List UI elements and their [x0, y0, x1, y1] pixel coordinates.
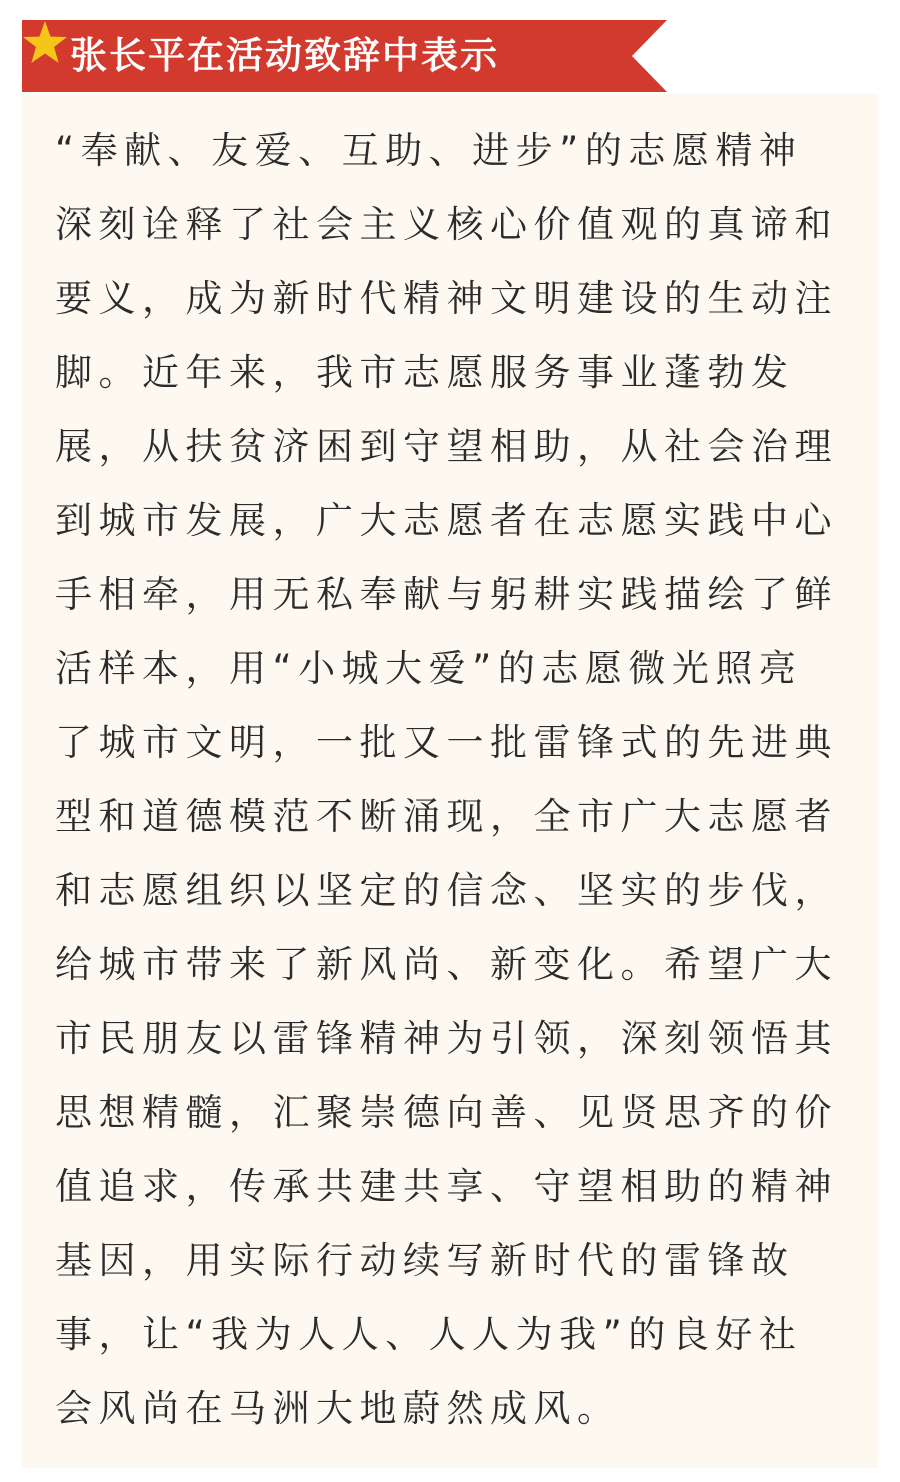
- text-line: 深刻诠释了社会主义核心价值观的真谛和: [55, 203, 838, 246]
- text-line: 到城市发展，广大志愿者在志愿实践中心: [55, 499, 838, 542]
- text-line: 市民朋友以雷锋精神为引领，深刻领悟其: [55, 1017, 838, 1060]
- text-line: 给城市带来了新风尚、新变化。希望广大: [55, 943, 838, 986]
- text-line: 会风尚在马洲大地蔚然成风。: [55, 1387, 621, 1430]
- text-line: 值追求，传承共建共享、守望相助的精神: [55, 1165, 838, 1208]
- star-icon: [22, 20, 68, 64]
- text-line: 事，让“我为人人、人人为我”的良好社: [55, 1313, 803, 1356]
- article-body: [55, 114, 845, 1446]
- text-line: 活样本，用“小城大爱”的志愿微光照亮: [55, 647, 803, 690]
- text-line: 了城市文明，一批又一批雷锋式的先进典: [55, 721, 838, 764]
- text-line: 脚。近年来，我市志愿服务事业蓬勃发: [55, 351, 795, 394]
- section-banner: [22, 20, 667, 92]
- text-line: 手相牵，用无私奉献与躬耕实践描绘了鲜: [55, 573, 838, 616]
- banner-title: 张长平在活动致辞中表示: [70, 34, 499, 77]
- text-line: 基因，用实际行动续写新时代的雷锋故: [55, 1239, 795, 1282]
- text-line: 和志愿组织以坚定的信念、坚实的步伐，: [55, 869, 838, 912]
- text-line: 展，从扶贫济困到守望相助，从社会治理: [55, 425, 838, 468]
- text-line: 思想精髓，汇聚崇德向善、见贤思齐的价: [55, 1091, 838, 1134]
- text-line: “奉献、友爱、互助、进步”的志愿精神: [55, 129, 803, 172]
- text-line: 要义，成为新时代精神文明建设的生动注: [55, 277, 838, 320]
- text-line: 型和道德模范不断涌现，全市广大志愿者: [55, 795, 838, 838]
